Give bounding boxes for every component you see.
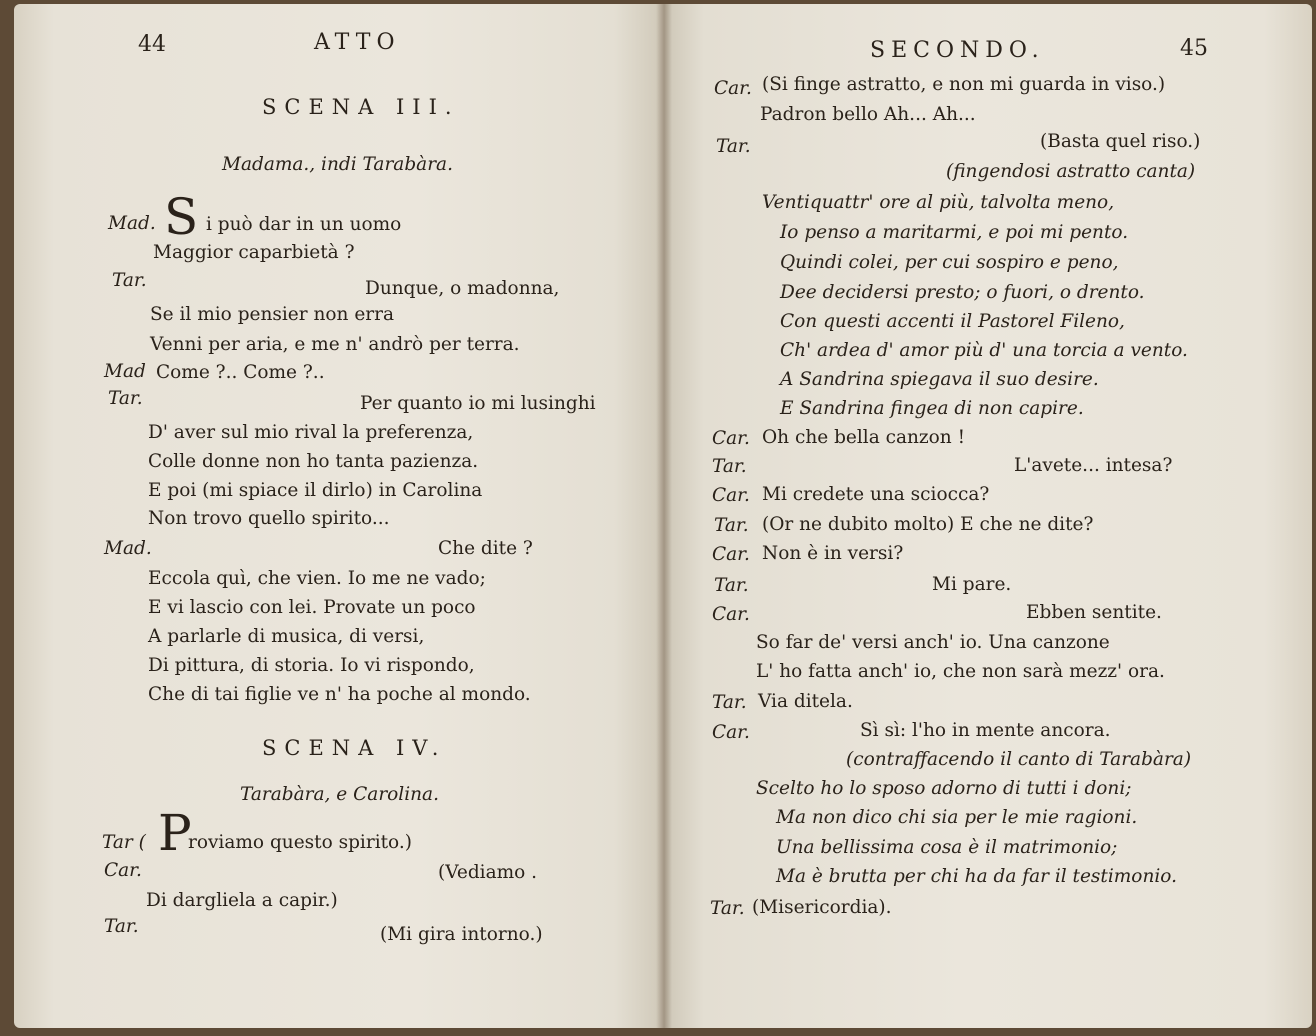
line-text: E vi lascio con lei. Provate un poco [148,597,476,618]
line-text: Padron bello Ah... Ah... [760,104,976,125]
scene-3-first-line: i può dar in un uomo [206,214,402,235]
line-text: Che di tai figlie ve n' ha poche al mondo. [148,684,531,705]
line-text: Colle donne non ho tanta pazienza. [148,451,479,472]
left-running-head: ATTO [314,30,401,55]
line-speaker: Car. [712,722,750,743]
song-line: Quindi colei, per cui sospiro e peno, [780,252,1119,273]
scene-4-title: SCENA IV. [262,736,447,760]
scene-4-first-line: roviamo questo spirito.) [188,832,412,853]
line-speaker: Tar. [712,456,747,477]
scene-3-title: SCENA III. [262,95,460,119]
line-text: (Basta quel riso.) [1040,131,1201,152]
song-line: Ma non dico chi sia per le mie ragioni. [776,807,1138,828]
line-text: Di pittura, di storia. Io vi rispondo, [148,655,475,676]
line-text: Mi credete una sciocca? [762,484,990,505]
line-text: (Mi gira intorno.) [380,924,543,945]
scene-4-characters: Tarabàra, e Carolina. [240,784,439,805]
line-text: Via ditela. [758,691,853,712]
line-speaker: Tar. [112,270,147,291]
song-line: E Sandrina fingea di non capire. [780,398,1084,419]
song-line: Ventiquattr' ore al più, talvolta meno, [762,192,1115,213]
scene-4-first-speaker: Tar ( [102,832,146,853]
song-line: Io penso a maritarmi, e poi mi pento. [780,222,1129,243]
line-speaker: Car. [712,544,750,565]
line-speaker: Tar. [710,898,745,919]
song-line: Dee decidersi presto; o fuori, o drento. [780,282,1145,303]
line-text: (Si finge astratto, e non mi guarda in viso.) [762,74,1166,95]
line-text: Se il mio pensier non erra [150,304,394,325]
line-speaker: Car. [714,78,752,99]
line-text: Oh che bella canzon ! [762,427,966,448]
left-page-number: 44 [138,32,166,57]
song-line: Una bellissima cosa è il matrimonio; [776,837,1118,858]
line-text: (Vediamo . [438,862,538,883]
song-line: Ch' ardea d' amor più d' una torcia a vento. [780,340,1188,361]
line-speaker: Tar. [104,916,139,937]
line-text: D' aver sul mio rival la preferenza, [148,422,474,443]
line-speaker: Tar. [714,515,749,536]
line-text: L' ho fatta anch' io, che non sarà mezz' ora. [756,661,1165,682]
scene-3-drop-cap: S [164,188,199,246]
line-text: Non è in versi? [762,543,904,564]
line-text: Di dargliela a capir.) [146,890,338,911]
song-line: Scelto ho lo sposo adorno di tutti i doni; [756,778,1132,799]
book-gutter [656,4,672,1028]
scene-3-characters: Madama., indi Tarabàra. [222,154,453,175]
song-line: Ma è brutta per chi ha da far il testimonio. [776,866,1177,887]
song-line: A Sandrina spiegava il suo desire. [780,369,1099,390]
line-speaker: Car. [712,604,750,625]
line-text: Sì sì: l'ho in mente ancora. [860,720,1111,741]
song-line: Con questi accenti il Pastorel Fileno, [780,311,1125,332]
line-text: A parlarle di musica, di versi, [148,626,425,647]
line-speaker: Tar. [714,575,749,596]
line-speaker: Mad [104,361,146,382]
line-text: Eccola quì, che vien. Io me ne vado; [148,568,486,589]
line-text: Maggior caparbietà ? [153,242,355,263]
line-speaker: Tar. [108,388,143,409]
line-text: Venni per aria, e me n' andrò per terra. [150,334,520,355]
line-text: Dunque, o madonna, [365,278,560,299]
line-text: Mi pare. [932,574,1012,595]
line-text: Non trovo quello spirito... [148,508,390,529]
line-speaker: Tar. [712,692,747,713]
line-text: Come ?.. Come ?.. [156,362,325,383]
scene-4-drop-cap: P [158,804,192,862]
stage-direction: (fingendosi astratto canta) [946,161,1196,182]
line-speaker: Tar. [716,136,751,157]
line-speaker: Car. [104,860,142,881]
line-text: (Misericordia). [752,897,892,918]
line-speaker: Mad. [104,538,152,559]
stage-direction: (contraffacendo il canto di Tarabàra) [846,749,1192,770]
line-speaker: Car. [712,485,750,506]
line-text: E poi (mi spiace il dirlo) in Carolina [148,480,483,501]
right-running-head: SECONDO. [870,38,1045,63]
line-text: L'avete... intesa? [1014,455,1173,476]
scene-3-first-speaker: Mad. [108,213,156,234]
line-text: Che dite ? [438,538,533,559]
right-page-number: 45 [1180,36,1208,61]
line-text: Ebben sentite. [1026,602,1162,623]
line-text: So far de' versi anch' io. Una canzone [756,632,1110,653]
line-text: (Or ne dubito molto) E che ne dite? [762,514,1094,535]
line-speaker: Car. [712,428,750,449]
line-text: Per quanto io mi lusinghi [360,393,596,414]
